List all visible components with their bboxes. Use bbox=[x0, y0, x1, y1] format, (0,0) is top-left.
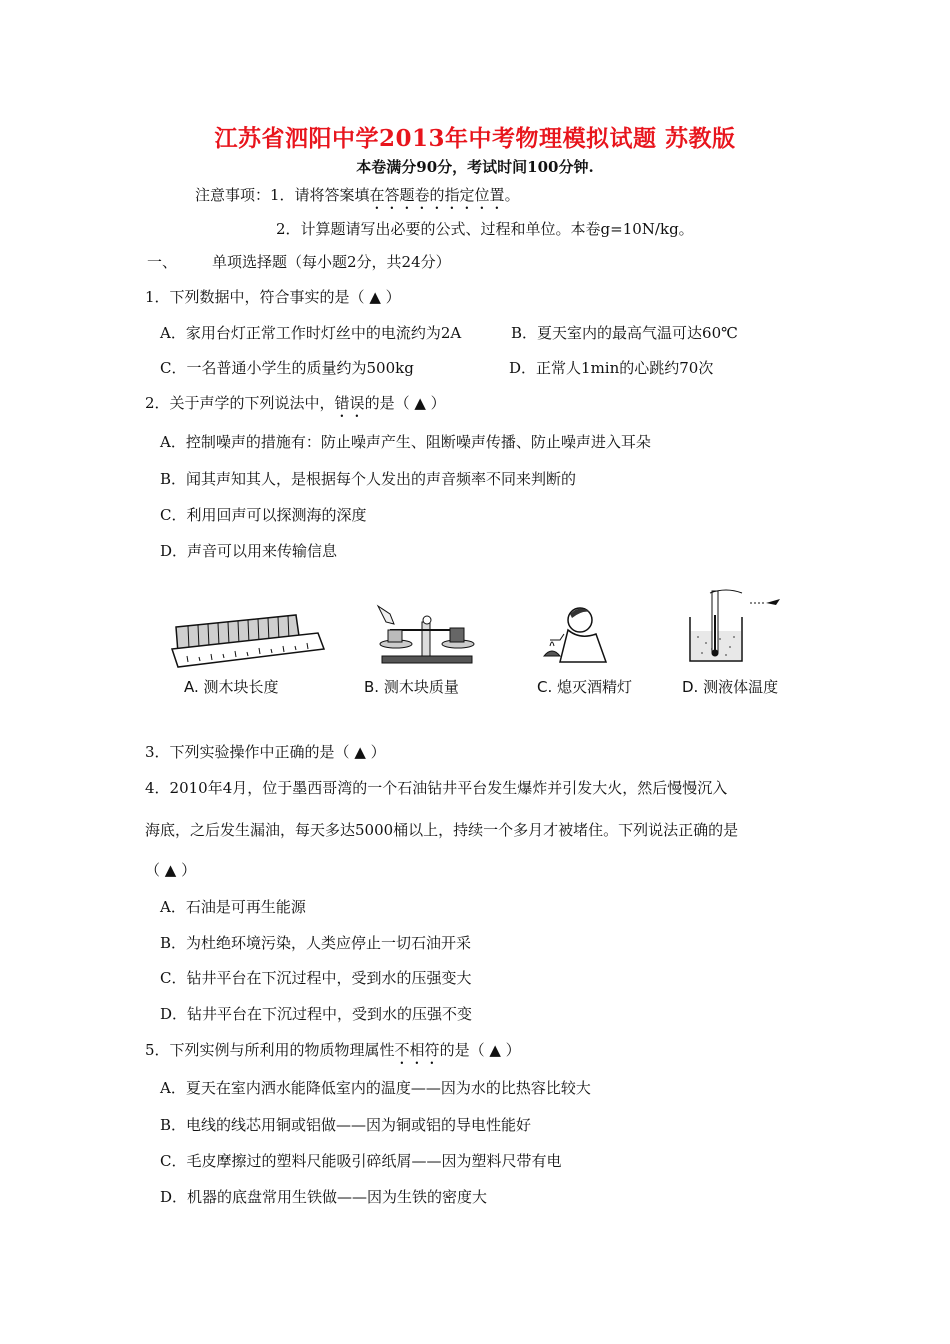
q4-option-d: D．钻井平台在下沉过程中，受到水的压强不变 bbox=[160, 1005, 473, 1023]
q4-line-1: 4．2010年4月，位于墨西哥湾的一个石油钻井平台发生爆炸并引发大火，然后慢慢沉入 bbox=[145, 779, 728, 797]
notice-1 bbox=[195, 185, 520, 213]
ruler-block-figure bbox=[168, 605, 328, 671]
figure-caption-a: A. 测木块长度 bbox=[184, 678, 279, 696]
q2-emphasis: 错误 bbox=[334, 394, 365, 412]
q5-option-c: C．毛皮摩擦过的塑料尺能吸引碎纸屑——因为塑料尺带有电 bbox=[160, 1152, 562, 1170]
q2-stem-prefix: 2．关于声学的下列说法中， bbox=[145, 394, 335, 412]
figure-caption-d: D. 测液体温度 bbox=[682, 678, 779, 696]
q2-option-d: D．声音可以用来传输信息 bbox=[160, 542, 338, 560]
figure-caption-b: B. 测木块质量 bbox=[364, 678, 459, 696]
q5-option-a: A．夏天在室内洒水能降低室内的温度——因为水的比热容比较大 bbox=[160, 1079, 591, 1097]
figure-caption-c: C. 熄灭酒精灯 bbox=[537, 678, 633, 696]
q5-stem bbox=[145, 1040, 521, 1068]
q2-option-a: A．控制噪声的措施有：防止噪声产生、阻断噪声传播、防止噪声进入耳朵 bbox=[160, 433, 651, 451]
q4-option-b: B．为杜绝环境污染，人类应停止一切石油开采 bbox=[160, 934, 472, 952]
thermometer-beaker-figure bbox=[680, 585, 790, 665]
alcohol-lamp-figure bbox=[530, 600, 630, 670]
notice-1-prefix: 注意事项：1．请将答案填 bbox=[195, 186, 370, 204]
exam-info: 本卷满分90分，考试时间100分钟. bbox=[356, 158, 594, 176]
q1-option-b: B．夏天室内的最高气温可达60℃ bbox=[511, 324, 738, 342]
q2-option-b: B．闻其声知其人，是根据每个人发出的声音频率不同来判断的 bbox=[160, 470, 577, 488]
q5-option-b: B．电线的线芯用铜或铝做——因为铜或铝的导电性能好 bbox=[160, 1116, 532, 1134]
q4-line-3: （ ▲ ） bbox=[145, 861, 197, 879]
notice-2: 2．计算题请写出必要的公式、过程和单位。本卷g=10N/kg。 bbox=[276, 220, 694, 238]
q4-option-c: C．钻井平台在下沉过程中，受到水的压强变大 bbox=[160, 969, 472, 987]
balance-scale-figure bbox=[372, 600, 482, 666]
q5-emphasis: 不相符 bbox=[394, 1041, 440, 1059]
q1-option-a: A．家用台灯正常工作时灯丝中的电流约为2A bbox=[160, 324, 462, 342]
q1-option-d: D．正常人1min的心跳约70次 bbox=[509, 359, 714, 377]
notice-1-emphasis: 在答题卷的指定位置 bbox=[369, 186, 505, 204]
notice-1-suffix: 。 bbox=[504, 186, 520, 204]
q2-stem bbox=[145, 393, 446, 421]
q1-option-c: C．一名普通小学生的质量约为500kg bbox=[160, 359, 414, 377]
section-heading: 单项选择题（每小题2分，共24分） bbox=[212, 253, 451, 271]
q2-stem-suffix: 的是（ ▲ ） bbox=[364, 394, 446, 412]
q5-stem-suffix: 的是（ ▲ ） bbox=[439, 1041, 521, 1059]
section-number: 一、 bbox=[147, 253, 178, 271]
q3-stem: 3．下列实验操作中正确的是（ ▲ ） bbox=[145, 743, 386, 761]
page-title: 江苏省泗阳中学2013年中考物理模拟试题 苏教版 bbox=[214, 125, 736, 152]
q2-option-c: C．利用回声可以探测海的深度 bbox=[160, 506, 367, 524]
q4-option-a: A．石油是可再生能源 bbox=[160, 898, 306, 916]
q4-line-2: 海底，之后发生漏油，每天多达5000桶以上，持续一个多月才被堵住。下列说法正确的是 bbox=[145, 821, 739, 839]
q1-stem: 1．下列数据中，符合事实的是（ ▲ ） bbox=[145, 288, 401, 306]
q5-stem-prefix: 5．下列实例与所利用的物质物理属性 bbox=[145, 1041, 395, 1059]
q5-option-d: D．机器的底盘常用生铁做——因为生铁的密度大 bbox=[160, 1188, 488, 1206]
